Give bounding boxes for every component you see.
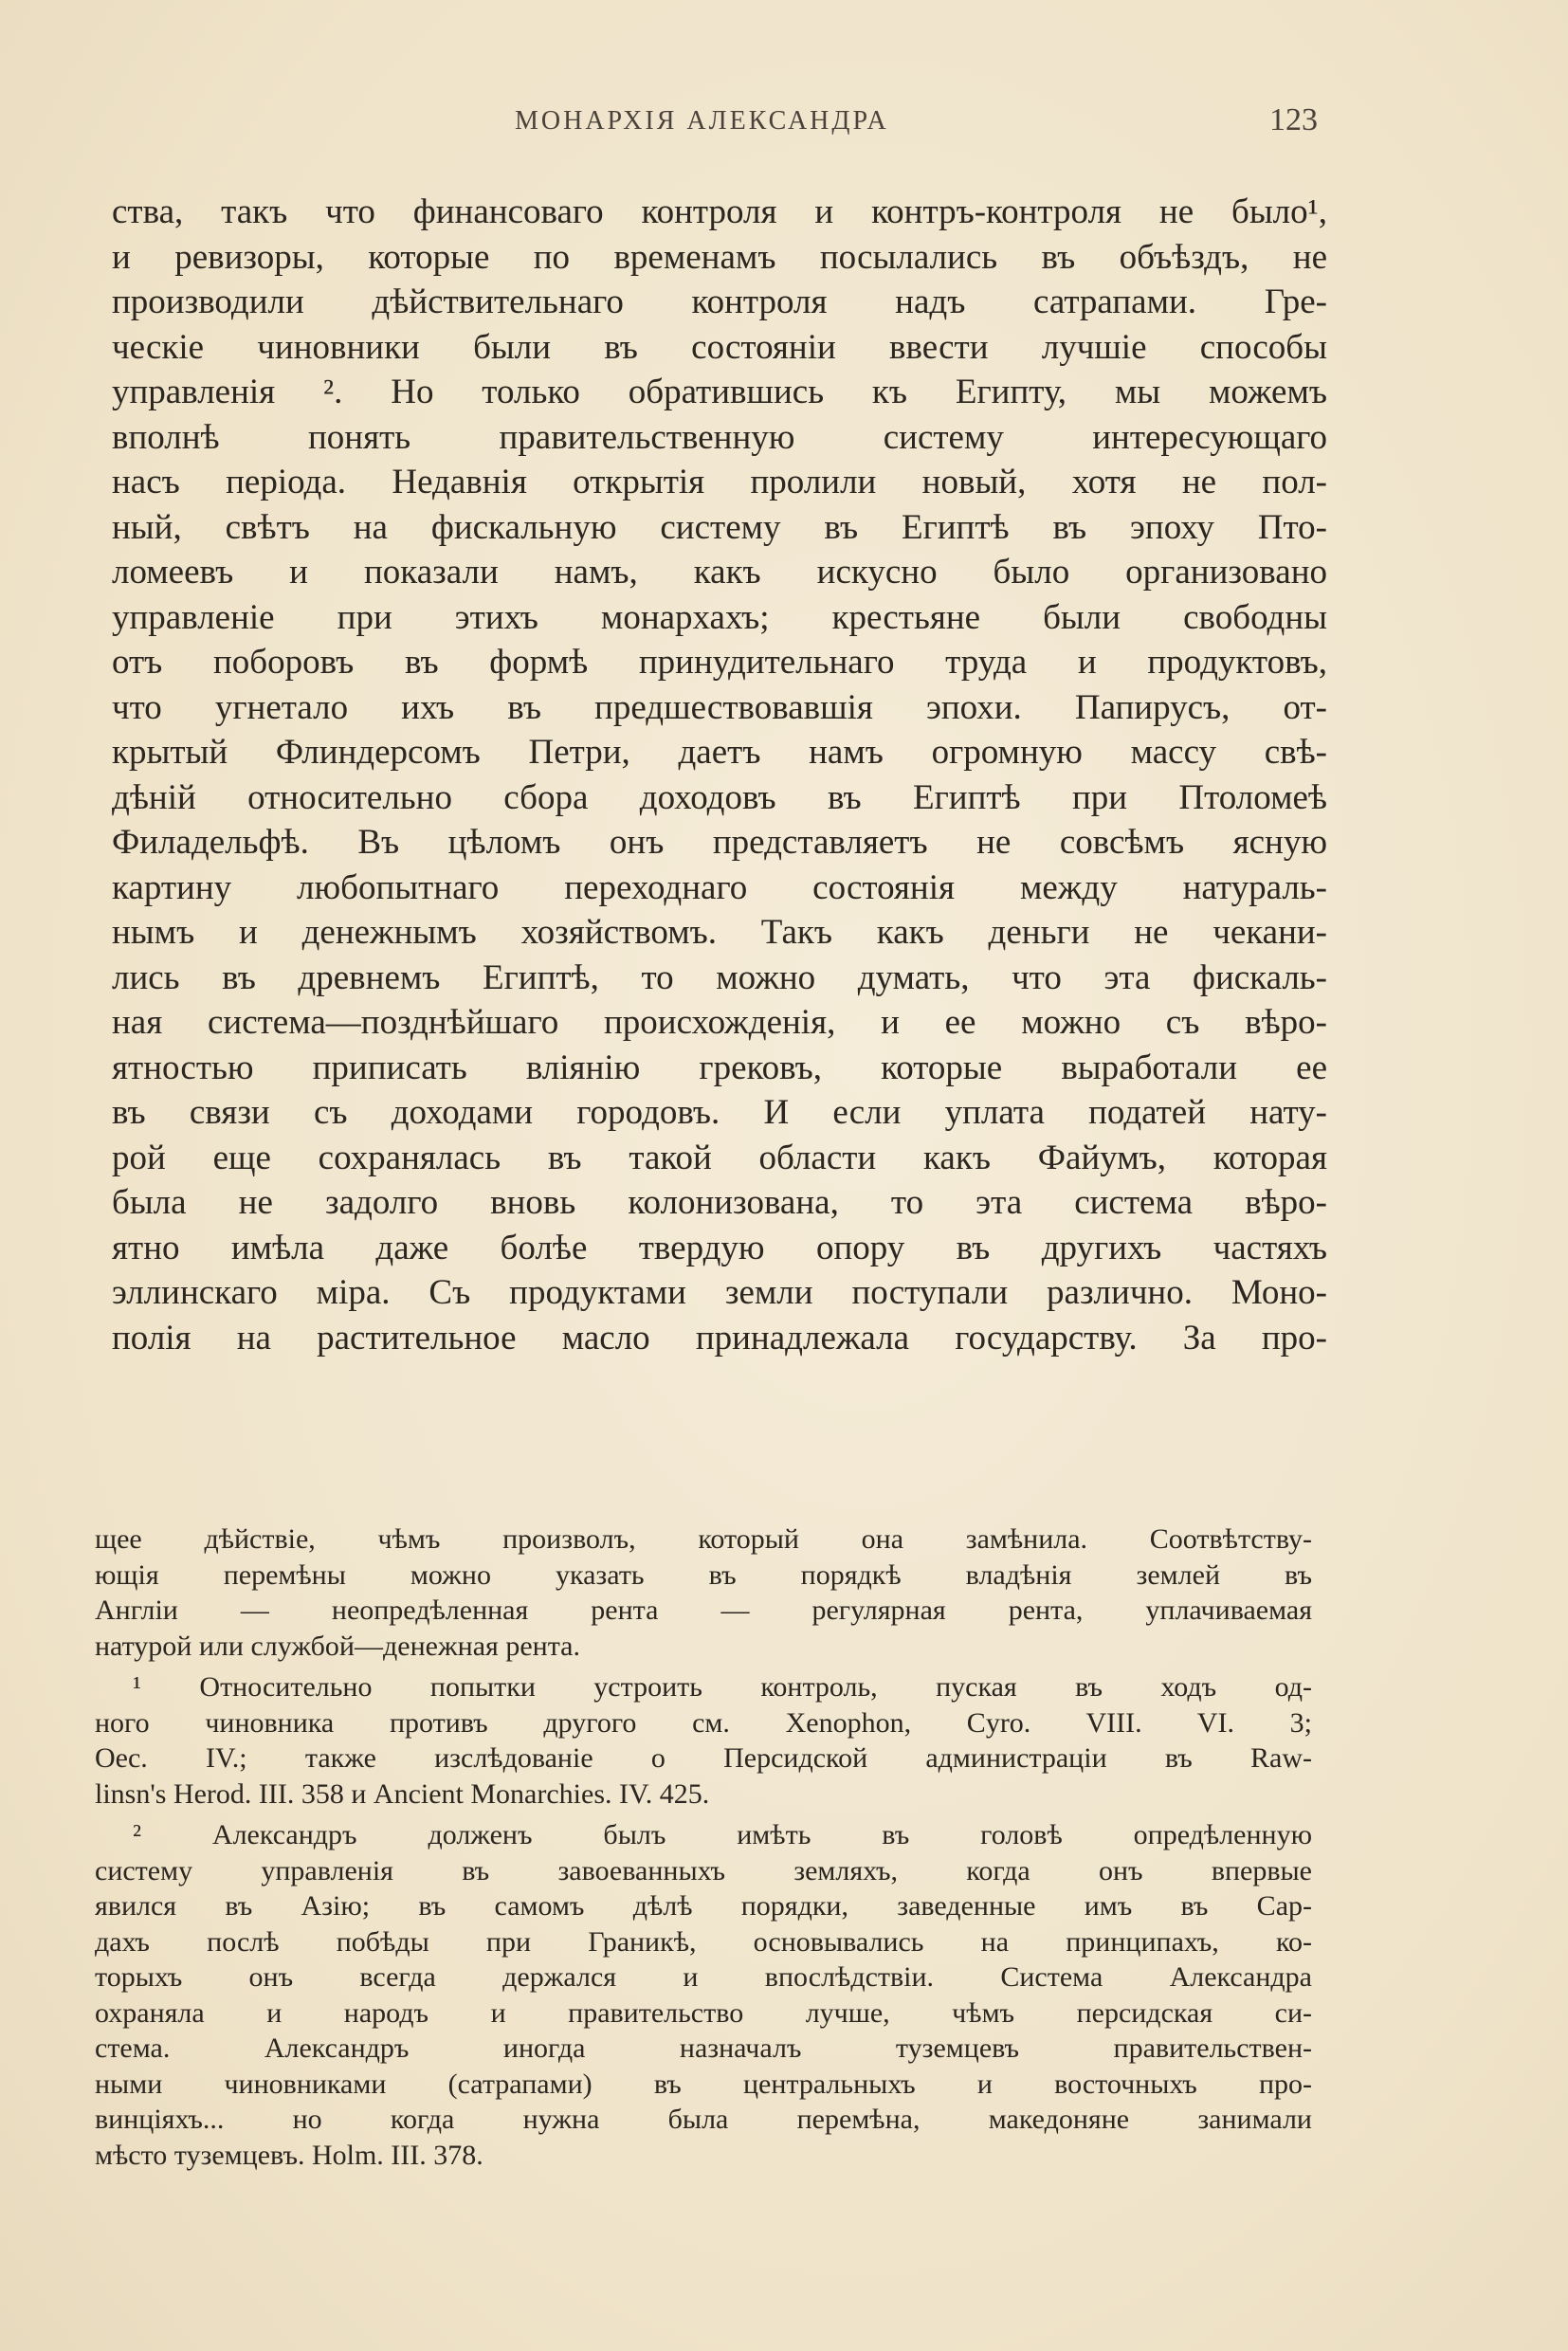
body-line: въ связи съ доходами городовъ. И если уплата податей нату-: [112, 1093, 1327, 1132]
body-line: эллинскаго міра. Съ продуктами земли поступали различно. Моно-: [112, 1273, 1327, 1312]
body-line: дѣній относительно сбора доходовъ въ Египтѣ при Птоломеѣ: [112, 777, 1327, 817]
footnote-line: ¹ Относительно попытки устроить контроль, пуская въ ходъ од-: [133, 1671, 1312, 1703]
body-line: производили дѣйствительнаго контроля надъ сатрапами. Гре-: [112, 282, 1327, 321]
page-header: [112, 102, 1327, 152]
body-line: картину любопытнаго переходнаго состоянія между натураль-: [112, 867, 1327, 907]
page-number: 123: [1269, 102, 1318, 137]
footnote-line: торыхъ онъ всегда держался и впослѣдствіи. Система Александра: [95, 1961, 1312, 1993]
footnote-line: стема. Александръ иногда назначалъ туземцевъ правительствен-: [95, 2032, 1312, 2064]
body-line: ный, свѣтъ на фискальную систему въ Египтѣ въ эпоху Пто-: [112, 507, 1327, 547]
footnote-line: натурой или службой—денежная рента.: [95, 1630, 580, 1662]
footnote-line: Англіи — неопредѣленная рента — регулярная рента, уплачиваемая: [95, 1595, 1312, 1626]
body-line: ная система—позднѣйшаго происхожденія, и ее можно съ вѣро-: [112, 1003, 1327, 1042]
body-line: лись въ древнемъ Египтѣ, то можно думать, что эта фискаль-: [112, 957, 1327, 997]
body-line: крытый Флиндерсомъ Петри, даетъ намъ огромную массу свѣ-: [112, 733, 1327, 772]
footnotes: [95, 1522, 1312, 2178]
body-line: ятно имѣла даже болѣе твердую опору въ другихъ частяхъ: [112, 1228, 1327, 1267]
footnote-1: [95, 1669, 1312, 1812]
body-line: ческіе чиновники были въ состояніи ввести лучшіе способы: [112, 327, 1327, 367]
body-line: была не задолго вновь колонизована, то эта система вѣро-: [112, 1183, 1327, 1222]
body-line: ства, такъ что финансоваго контроля и контръ-контроля не было¹,: [112, 192, 1327, 231]
footnote-line: дахъ послѣ побѣды при Граникѣ, основывались на принципахъ, ко-: [95, 1925, 1312, 1958]
footnote-line: винціяхъ... но когда нужна была перемѣна, македоняне занимали: [95, 2104, 1312, 2135]
footnote-line: ными чиновниками (сатрапами) въ центральныхъ и восточныхъ про-: [95, 2068, 1312, 2100]
body-line: нымъ и денежнымъ хозяйствомъ. Такъ какъ деньги не чекани-: [112, 913, 1327, 952]
body-line: и ревизоры, которые по временамъ посылались въ объѣздъ, не: [112, 237, 1327, 277]
body-line: полія на растительное масло принадлежала государству. За про-: [112, 1318, 1327, 1358]
body-line: Филадельфѣ. Въ цѣломъ онъ представляетъ не совсѣмъ ясную: [112, 823, 1327, 862]
body-line: что угнетало ихъ въ предшествовавшія эпохи. Папирусъ, от-: [112, 687, 1327, 727]
footnote-line: Oec. IV.; также изслѣдованіе о Персидской администраціи въ Raw-: [95, 1742, 1312, 1774]
footnote-line: систему управленія въ завоеванныхъ земляхъ, когда онъ впервые: [95, 1854, 1312, 1886]
body-line: отъ поборовъ въ формѣ принудительнаго труда и продуктовъ,: [112, 643, 1327, 682]
footnote-line: ² Александръ долженъ былъ имѣть въ головѣ опредѣленную: [133, 1819, 1312, 1850]
footnote-2: [95, 1817, 1312, 2173]
footnote-line: явился въ Азію; въ самомъ дѣлѣ порядки, заведенные имъ въ Сар-: [95, 1890, 1312, 1922]
footnote-line: ющія перемѣны можно указать въ порядкѣ владѣнія землей въ: [95, 1558, 1312, 1591]
main-body-text: [112, 190, 1327, 1360]
body-line: управленія ². Но только обратившись къ Египту, мы можемъ: [112, 373, 1327, 411]
body-line: ятностью приписать вліянію грековъ, которые выработали ее: [112, 1048, 1327, 1087]
body-line: управленіе при этихъ монархахъ; крестьяне были свободны: [112, 597, 1327, 637]
footnote-line: linsn's Herod. III. 358 и Ancient Monarchies. IV. 425.: [95, 1777, 710, 1810]
footnote-line: щее дѣйствіе, чѣмъ произволъ, который она замѣнила. Соотвѣтству-: [95, 1523, 1312, 1555]
body-line: ломеевъ и показали намъ, какъ искусно было организовано: [112, 553, 1327, 592]
footnote-continuation: [95, 1522, 1312, 1664]
running-title: МОНАРХІЯ АЛЕКСАНДРА: [515, 106, 889, 136]
footnote-line: ного чиновника противъ другого см. Xenophon, Cyro. VIII. VI. 3;: [95, 1706, 1312, 1739]
footnote-line: мѣсто туземцевъ. Holm. III. 378.: [95, 2139, 483, 2171]
body-line: вполнѣ понять правительственную систему интересующаго: [112, 417, 1327, 457]
body-line: насъ періода. Недавнія открытія пролили новый, хотя не пол-: [112, 463, 1327, 501]
body-line: рой еще сохранялась въ такой области какъ Файумъ, которая: [112, 1138, 1327, 1177]
footnote-line: охраняла и народъ и правительство лучше, чѣмъ персидская си-: [95, 1996, 1312, 2029]
